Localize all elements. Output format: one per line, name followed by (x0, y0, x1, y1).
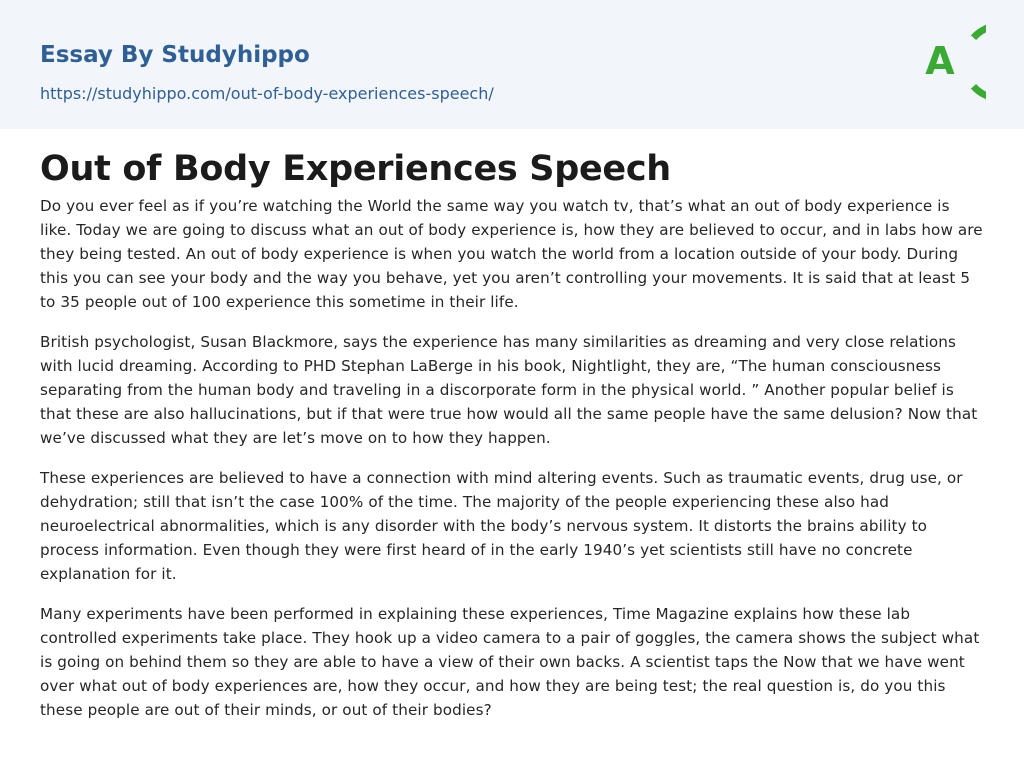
article-paragraph: Many experiments have been performed in explaining these experiences, Time Magazine explains how these lab controlled experiments take place. They hook up a video camera to a pair of goggles, the camera shows the subject what is going on behind them so they are able to have a view of their own backs. A scientist taps the Now that we have went over what out of body experiences are, how they occur, and how they are being test; the real question is, do you this these people are out of their minds, or out of their bodies? (40, 605, 980, 719)
logo-letter: A (925, 39, 955, 83)
article-paragraph: These experiences are believed to have a connection with mind altering events. Such as traumatic events, drug use, or dehydration; still that isn’t the case 100% of the time. The majority of the people experiencing these also had neuroelectrical abnormalities, which is any disorder with the body’s nervous system. It distorts the brains ability to process information. Even though they were first heard of in the early 1940’s yet scientists still have no concrete explanation for it. (40, 469, 963, 583)
article (0, 129, 1024, 722)
studyhippo-logo-icon[interactable] (912, 18, 986, 106)
article-paragraph: Do you ever feel as if you’re watching the World the same way you watch tv, that’s what an out of body experience is like. Today we are going to discuss what an out of body experience is, how they are believed to occur, and in labs how are they being tested. An out of body experience is when you watch the world from a location outside of your body. During this you can see your body and the way you behave, yet you aren’t controlling your movements. It is said that at least 5 to 35 people out of 100 experience this sometime in their life. (40, 197, 983, 311)
site-header (0, 0, 1024, 129)
page-title: Out of Body Experiences Speech (40, 149, 671, 189)
essay-url-link[interactable]: https://studyhippo.com/out-of-body-experiences-speech/ (40, 84, 494, 103)
brand-title[interactable]: Essay By Studyhippo (40, 42, 310, 68)
article-paragraph: British psychologist, Susan Blackmore, says the experience has many similarities as dreaming and very close relations with lucid dreaming. According to PHD Stephan LaBerge in his book, Nightlight, they are, “The human consciousness separating from the human body and traveling in a discorporate form in the physical world. ” Another popular belief is that these are also hallucinations, but if that were true how would all the same people have the same delusion? Now that we’ve discussed what they are let’s move on to how they happen. (40, 333, 978, 447)
